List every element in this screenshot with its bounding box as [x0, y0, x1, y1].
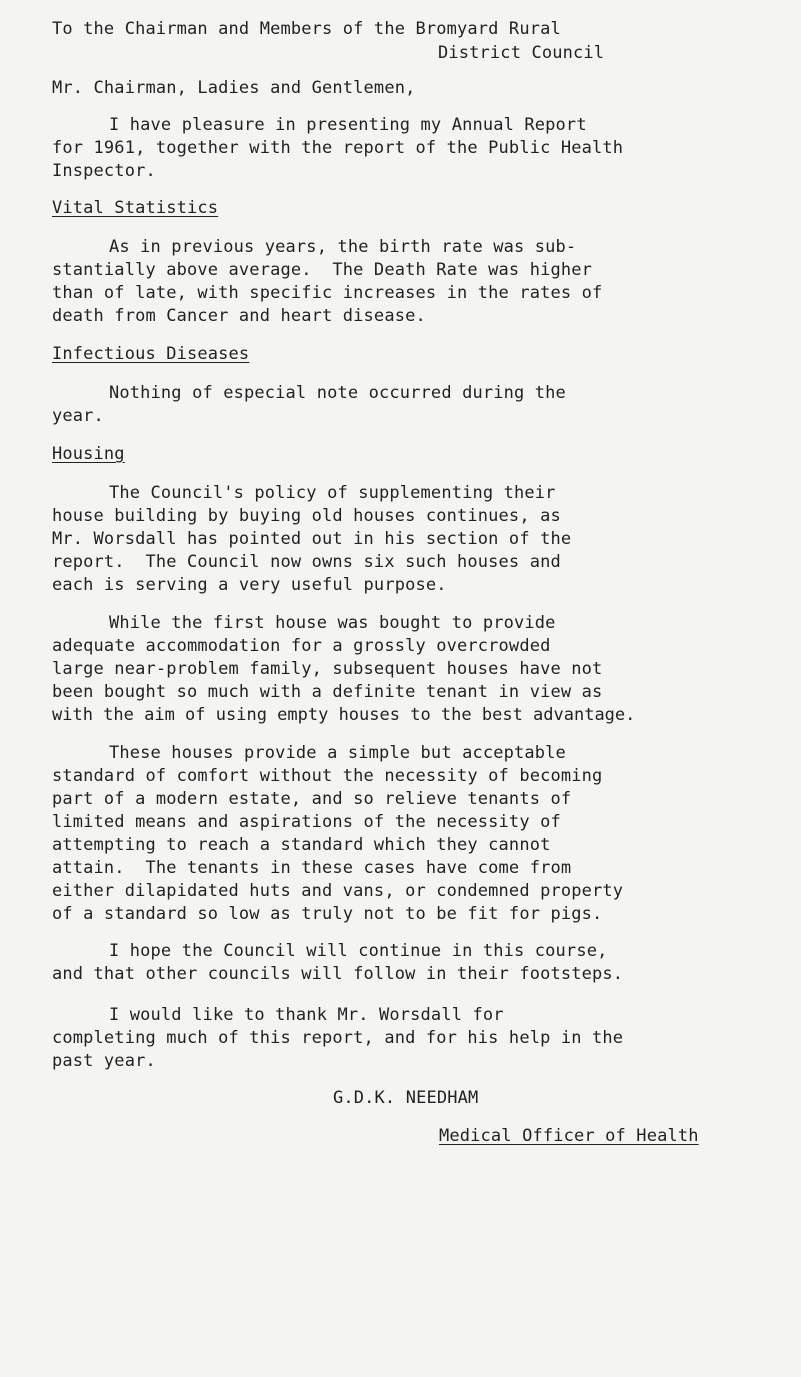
- housing-p1-line: each is serving a very useful purpose.: [52, 575, 447, 595]
- housing-p3-line: of a standard so low as truly not to be fit for pigs.: [52, 904, 603, 924]
- housing-p1-line: The Council's policy of supplementing their: [109, 483, 556, 503]
- housing-p1-line: report. The Council now owns six such houses and: [52, 552, 561, 572]
- addressee-line-1: To the Chairman and Members of the Bromyard Rural: [52, 19, 561, 39]
- addressee-line-2: District Council: [438, 43, 605, 63]
- housing-p1-line: Mr. Worsdall has pointed out in his section of the: [52, 529, 572, 549]
- vital-line: stantially above average. The Death Rate was higher: [52, 260, 593, 280]
- thanks-line: past year.: [52, 1051, 156, 1071]
- housing-p2-line: large near-problem family, subsequent houses have not: [52, 659, 603, 679]
- infectious-diseases-heading: Infectious Diseases: [52, 344, 250, 364]
- housing-p3-line: attain. The tenants in these cases have come from: [52, 858, 572, 878]
- signature-title: Medical Officer of Health: [439, 1126, 699, 1146]
- housing-p2-line: with the aim of using empty houses to the best advantage.: [52, 705, 636, 725]
- intro-line: for 1961, together with the report of the Public Health: [52, 138, 624, 158]
- housing-p3-line: part of a modern estate, and so relieve tenants of: [52, 789, 572, 809]
- vital-line: than of late, with specific increases in the rates of: [52, 283, 603, 303]
- housing-p1-line: house building by buying old houses continues, as: [52, 506, 561, 526]
- intro-line: I have pleasure in presenting my Annual Report: [109, 115, 587, 135]
- housing-p3-line: These houses provide a simple but acceptable: [109, 743, 566, 763]
- housing-heading: Housing: [52, 444, 125, 464]
- housing-p2-line: adequate accommodation for a grossly overcrowded: [52, 636, 551, 656]
- housing-p4-line: I hope the Council will continue in this course,: [109, 941, 608, 961]
- vital-line: As in previous years, the birth rate was sub-: [109, 237, 577, 257]
- vital-statistics-heading: Vital Statistics: [52, 198, 219, 218]
- salutation: Mr. Chairman, Ladies and Gentlemen,: [52, 78, 416, 98]
- thanks-line: completing much of this report, and for his help in the: [52, 1028, 624, 1048]
- intro-line: Inspector.: [52, 161, 156, 181]
- infectious-line: Nothing of especial note occurred during the: [109, 383, 566, 403]
- housing-p3-line: limited means and aspirations of the necessity of: [52, 812, 561, 832]
- housing-p3-line: either dilapidated huts and vans, or condemned property: [52, 881, 624, 901]
- infectious-line: year.: [52, 406, 104, 426]
- housing-p2-line: been bought so much with a definite tenant in view as: [52, 682, 603, 702]
- thanks-line: I would like to thank Mr. Worsdall for: [109, 1005, 504, 1025]
- housing-p4-line: and that other councils will follow in their footsteps.: [52, 964, 624, 984]
- signature-name: G.D.K. NEEDHAM: [333, 1088, 479, 1108]
- housing-p2-line: While the first house was bought to provide: [109, 613, 556, 633]
- housing-p3-line: attempting to reach a standard which they cannot: [52, 835, 551, 855]
- housing-p3-line: standard of comfort without the necessity of becoming: [52, 766, 603, 786]
- vital-line: death from Cancer and heart disease.: [52, 306, 426, 326]
